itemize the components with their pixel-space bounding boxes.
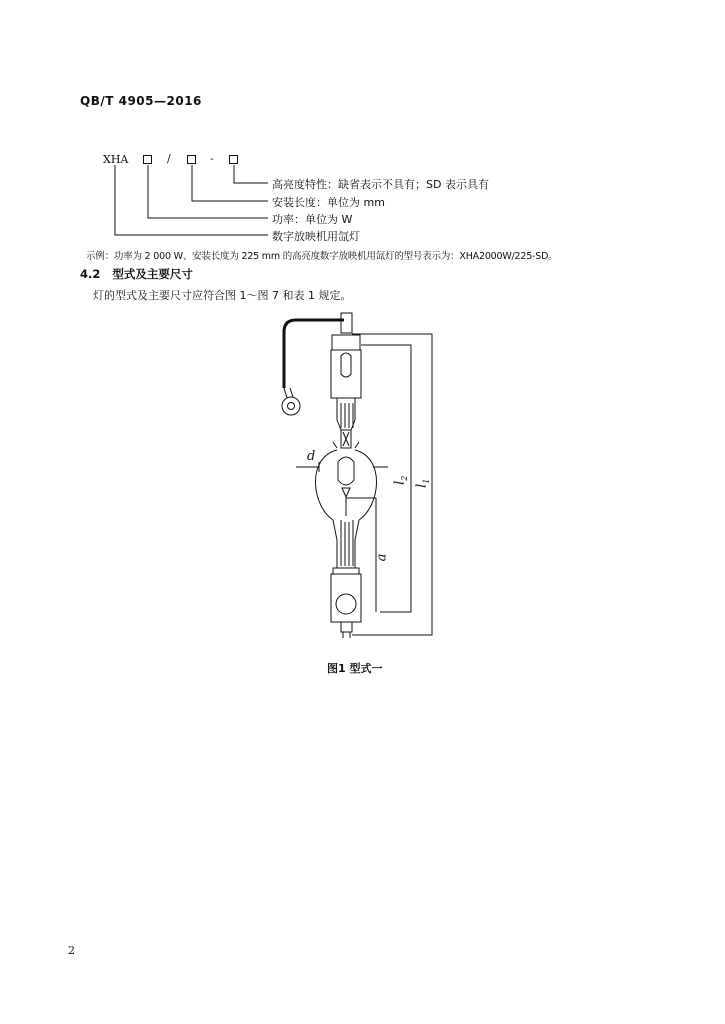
label-high-brightness: 高亮度特性：缺省表示不具有；SD 表示具有 xyxy=(272,178,489,191)
label-lamp-type: 数字放映机用氙灯 xyxy=(272,230,360,243)
top-collar xyxy=(332,335,360,350)
bottom-cap xyxy=(331,574,361,622)
dim-label-l2 xyxy=(392,476,409,485)
designation-example: 示例：功率为 2 000 W、安装长度为 225 mm 的高亮度数字放映机用氙灯的型号表示为：XHA2000W/225-SD。 xyxy=(86,251,558,262)
top-cap xyxy=(331,350,361,398)
page-number: 2 xyxy=(68,944,75,957)
slash-separator: / xyxy=(167,152,171,165)
top-tip xyxy=(341,313,352,333)
cathode-tip xyxy=(342,488,350,497)
section-body: 灯的型式及主要尺寸应符合图 1～图 7 和表 1 规定。 xyxy=(93,289,352,302)
ring-terminal xyxy=(282,397,300,415)
lead-cable xyxy=(284,320,344,388)
dim-label-d: d xyxy=(307,449,316,464)
anode xyxy=(338,457,354,485)
bottom-tip xyxy=(341,622,352,632)
dim-label-l1 xyxy=(414,479,431,488)
dim-label-a: a xyxy=(374,553,390,562)
standard-code: QB/T 4905—2016 xyxy=(80,94,202,108)
dim-label-l1-sub: 1 xyxy=(421,478,431,484)
section-number: 4.2 xyxy=(80,267,101,281)
section-title: 型式及主要尺寸 xyxy=(112,267,193,281)
dash-separator: - xyxy=(210,152,214,165)
dim-label-l2-sub: 2 xyxy=(399,475,409,481)
dim-label-l1-main: l xyxy=(414,483,430,488)
label-install-length: 安装长度：单位为 mm xyxy=(272,196,385,209)
dim-label-l2-main: l xyxy=(392,480,408,485)
designation-prefix: XHA xyxy=(103,153,129,166)
label-power: 功率：单位为 W xyxy=(272,213,353,226)
figure-caption: 图1 型式一 xyxy=(327,662,383,675)
